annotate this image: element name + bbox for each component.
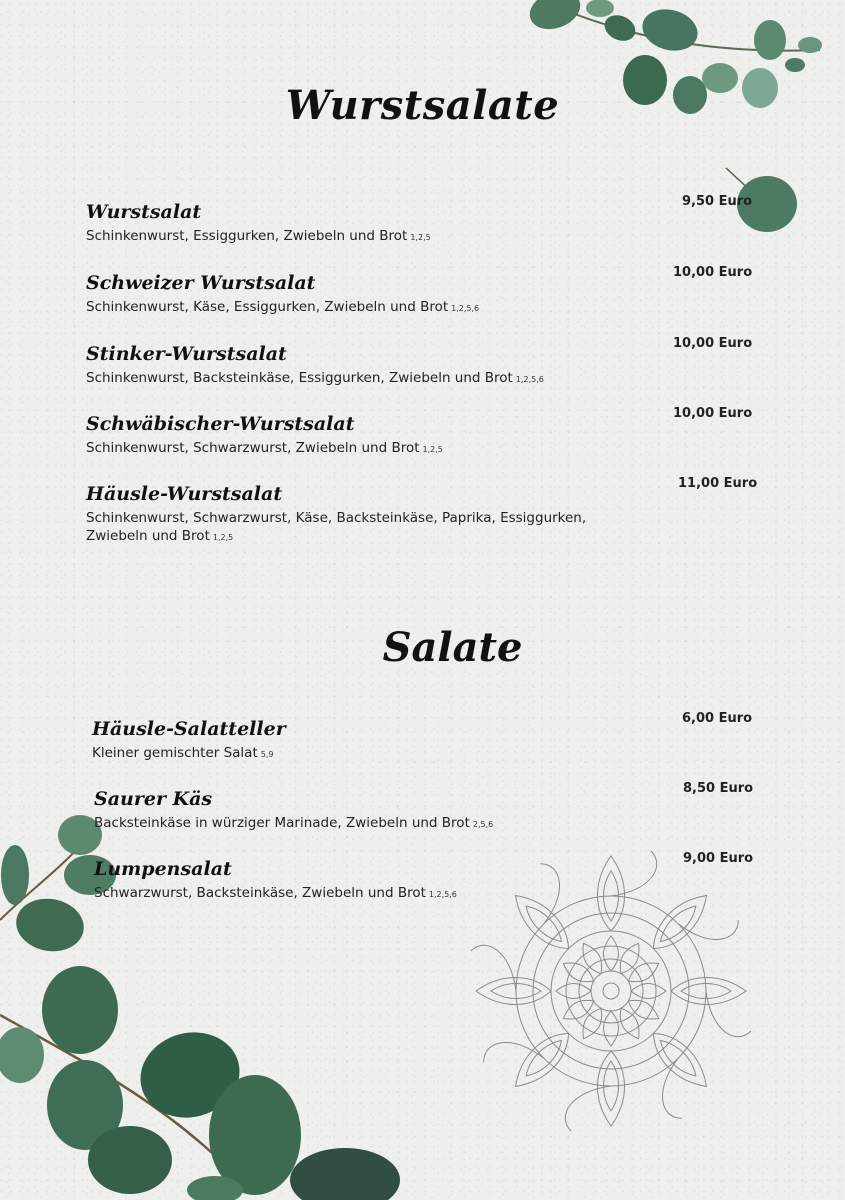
item-name: Häusle-Wurstsalat [86,483,283,505]
item-price: 10,00 Euro [673,406,753,421]
menu-item [94,786,654,834]
menu-item [86,270,646,318]
item-price: 6,00 Euro [682,711,753,726]
item-price: 9,00 Euro [683,851,754,866]
item-price: 10,00 Euro [673,336,753,351]
allergen-codes: 2,5,6 [472,820,494,829]
allergen-codes: 1,2,5 [212,533,234,542]
item-description: Schinkenwurst, Backsteinkäse, Essiggurken, Zwiebeln und Brot 1,2,5,6 [86,370,544,386]
item-description: Schinkenwurst, Käse, Essiggurken, Zwiebeln und Brot 1,2,5,6 [86,299,480,315]
item-description: Schinkenwurst, Schwarzwurst, Käse, Backsteinkäse, Paprika, Essiggurken, Zwiebeln und Brot 1,2,5 [86,510,587,544]
allergen-codes: 1,2,5,6 [515,375,544,384]
item-description: Kleiner gemischter Salat 5,9 [92,745,274,761]
item-price: 10,00 Euro [673,265,753,280]
item-description: Backsteinkäse in würziger Marinade, Zwiebeln und Brot 2,5,6 [94,815,494,831]
menu-item [86,341,646,389]
allergen-codes: 1,2,5,6 [428,890,457,899]
item-name: Wurstsalat [86,201,202,223]
menu-item [86,411,646,459]
item-name: Häusle-Salatteller [92,718,286,740]
item-name: Stinker-Wurstsalat [86,343,287,365]
menu-item [92,716,652,764]
item-price: 9,50 Euro [682,194,753,209]
item-name: Saurer Käs [94,788,213,810]
menu-item [86,199,646,247]
allergen-codes: 1,2,5 [410,233,431,242]
menu-item [94,856,654,904]
item-description: Schinkenwurst, Schwarzwurst, Zwiebeln und Brot 1,2,5 [86,440,443,456]
allergen-codes: 1,2,5,6 [451,304,480,313]
allergen-codes: 5,9 [260,750,274,759]
item-name: Schweizer Wurstsalat [86,272,316,294]
menu-item [86,481,631,547]
item-price: 11,00 Euro [678,476,758,491]
item-description: Schinkenwurst, Essiggurken, Zwiebeln und Brot 1,2,5 [86,228,431,244]
section-title-salate: Salate [382,624,523,671]
item-name: Lumpensalat [94,858,232,880]
item-description: Schwarzwurst, Backsteinkäse, Zwiebeln und Brot 1,2,5,6 [94,885,457,901]
section-title-wurstsalate: Wurstsalate [285,82,560,129]
allergen-codes: 1,2,5 [422,445,443,454]
item-price: 8,50 Euro [683,781,754,796]
item-name: Schwäbischer-Wurstsalat [86,413,355,435]
